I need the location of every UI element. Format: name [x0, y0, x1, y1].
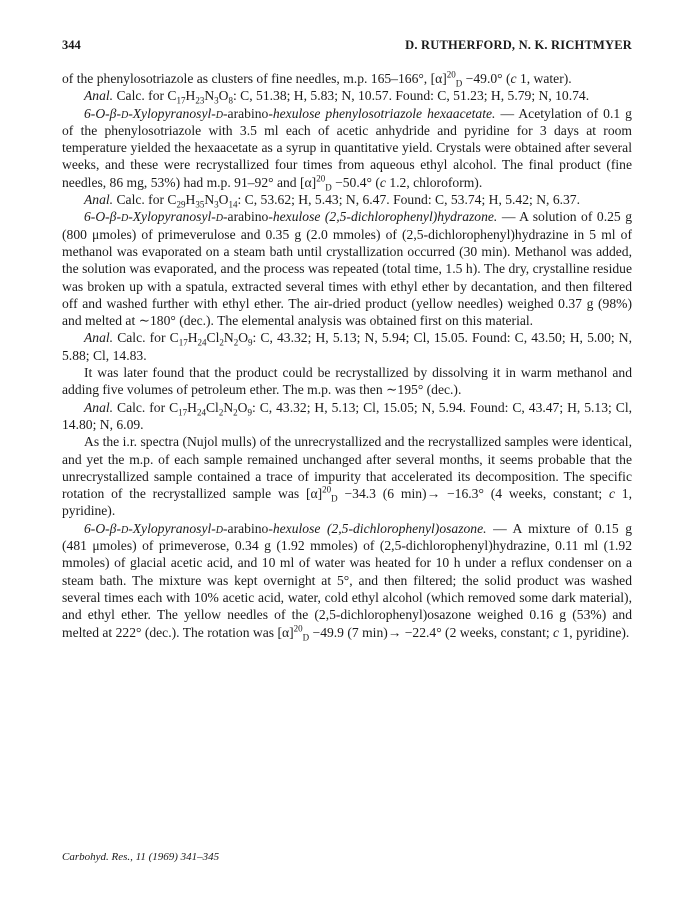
paragraph-3: 6-O-β-d-Xylopyranosyl-d-arabino-hexulose phenylosotriazole hexaacetate. — Acetylation of 0.1 g of the phenylosotriazole with 3.5 ml each of acetic anhydride and pyridine for 3 days at room temperature yielded the hexaacetate as a syrup in quantitative yield. Crystals were obtained after several weeks, and these were recrystallized four times from aqueous ethyl alcohol. The final product (fine needles, 86 mg, 53%) had m.p. 91–92° and $[\alpha]^{20}_D -50.4^\circ$ (c 1.2, chloroform). — [62, 105, 632, 193]
paragraph-2: Anal. Calc. for $C_{17}H_{23}N_3O_8$: C, 51.38; H, 5.83; N, 10.57. Found: C, 51.23; H, 5.79; N, 10.74. — [84, 88, 590, 107]
paragraph-9: As the i.r. spectra (Nujol mulls) of the unrecrystallized and the recrystallized samples were identical, and yet the m.p. of each sample remained unchanged after several months, it seems probable that the unrecrystallized sample contained a trace of impurity that accelerated its decomposition. The specific rotation of the recrystallized sample was $[\alpha]^{20}_D -34.3$ (6 min)→ −16.3° (4 weeks, constant; c 1, pyridine). — [62, 434, 632, 519]
journal-citation-footer: Carbohyd. Res., 11 (1969) 341–345 — [62, 851, 220, 863]
paragraph-4: Anal. Calc. for $C_{29}H_{35}N_3O_{14}$: C, 53.62; H, 5.43; N, 6.47. Found: C, 53.74; H, 5.42; N, 6.37. — [84, 192, 581, 210]
running-header — [62, 38, 632, 53]
paragraph-8: Anal. Calc. for $C_{17}H_{24}Cl_2N_2O_9$: C, 43.32; H, 5.13; Cl, 15.05; N, 5.94. Found: C, 43.47; H, 5.13; Cl, 14.80; N, 6.09. — [62, 399, 632, 432]
running-header-authors: D. RUTHERFORD, N. K. RICHTMYER — [405, 38, 632, 52]
paragraph-5: 6-O-β-d-Xylopyranosyl-d-arabino-hexulose (2,5-dichlorophenyl)hydrazone. — A solution of 0.25 g (800 μmoles) of primeverulose and 0.35 g (2.0 mmoles) of (2,5-dichlorophenyl)hydrazine in 5 ml of methanol was evaporated on a steam bath until crystallization occurred (30 min). Methanol was added, the solution was evaporated, and the process was repeated (total time, 1.5 h). The dry, crystalline residue was broken up with a spatula, extracted several times with ethyl ether by decantation, and then filtered off and washed further with ethyl ether. The air-dried product (yellow needles) weighed 0.37 g (98%) and melted at ∼180° (dec.). The elemental analysis was obtained first on this material. — [62, 209, 632, 329]
page-number: 344 — [62, 38, 81, 52]
paragraph-10: 6-O-β-d-Xylopyranosyl-d-arabino-hexulose (2,5-dichlorophenyl)osazone. — A mixture of 0.15 g (481 μmoles) of primeverose, 0.34 g (1.92 mmoles) of (2,5-dichlorophenyl)hydrazine, 0.11 ml (1.92 mmoles) of glacial acetic acid, and 10 ml of water was heated for 10 h under a reflux condenser on a steam bath. The mixture was kept overnight at 5°, and then filtered; the solid product was washed several times each with 10% acetic acid, water, cold ethyl alcohol (which removed some dark material), and ethyl ether. The yellow needles of the (2,5-dichlorophenyl)osazone weighed 0.16 g (53%) and melted at 222° (dec.). The rotation was $[\alpha]^{20}_D -49.9$ (7 min)→ −22.4° (2 weeks, constant; c 1, pyridine). — [62, 520, 632, 643]
paragraph-6: Anal. Calc. for $C_{17}H_{24}Cl_2N_2O_9$: C, 43.32; H, 5.13; N, 5.94; Cl, 15.05. Found: C, 43.50; H, 5.00; N, 5.88; Cl, 14.83. — [62, 330, 632, 363]
paragraph-1: of the phenylosotriazole as clusters of fine needles, m.p. 165–166°, $[\alpha]^{20}_D -49.0^\circ$ (c 1, water). — [62, 69, 572, 89]
article-body — [62, 70, 632, 641]
paragraph-7: It was later found that the product could be recrystallized by dissolving it in warm methanol and adding five volumes of petroleum ether. The m.p. was then ∼195° (dec.). — [62, 365, 632, 398]
